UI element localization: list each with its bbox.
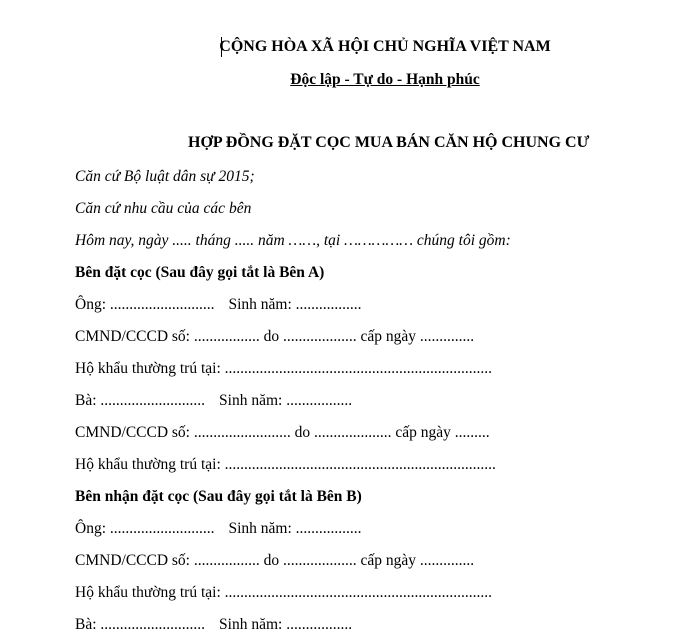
party-b-heading: Bên nhận đặt cọc (Sau đây gọi tắt là Bên B) <box>75 488 362 505</box>
motto-heading: Độc lập - Tự do - Hạnh phúc <box>290 71 480 88</box>
party-b-mrs-name: Bà: ........................... <box>75 616 206 633</box>
party-a-mr-name: Ông: ........................... <box>75 296 215 313</box>
preamble-date-place: Hôm nay, ngày ..... tháng ..... năm ……, tại …………… chúng tôi gồm: <box>75 232 511 249</box>
party-b-id-1: CMND/CCCD số: ................. do ................... cấp ngày .............. <box>75 552 475 569</box>
party-a-address-1: Hộ khẩu thường trú tại: ..................................................................... <box>75 360 492 377</box>
party-a-id-1: CMND/CCCD số: ................. do ................... cấp ngày .............. <box>75 328 475 345</box>
party-b-mr <box>75 519 362 539</box>
party-a-mr-dob: Sinh năm: ................. <box>228 296 362 313</box>
party-b-address-1: Hộ khẩu thường trú tại: ..................................................................... <box>75 584 492 601</box>
preamble-needs: Căn cứ nhu cầu của các bên <box>75 200 252 217</box>
party-a-mrs-dob: Sinh năm: ................. <box>219 392 353 409</box>
party-a-address-2: Hộ khẩu thường trú tại: ...................................................................... <box>75 456 496 473</box>
party-b-mr-dob: Sinh năm: ................. <box>228 520 362 537</box>
party-b-mrs-dob: Sinh năm: ................. <box>219 616 353 633</box>
preamble-law: Căn cứ Bộ luật dân sự 2015; <box>75 168 255 185</box>
party-b-mrs <box>75 615 352 635</box>
document-title: HỢP ĐỒNG ĐẶT CỌC MUA BÁN CĂN HỘ CHUNG CƯ <box>188 134 590 151</box>
country-heading: CỘNG HÒA XÃ HỘI CHỦ NGHĨA VIỆT NAM <box>219 38 551 55</box>
party-a-mrs <box>75 391 352 411</box>
party-b-mr-name: Ông: ........................... <box>75 520 215 537</box>
party-a-mrs-name: Bà: ........................... <box>75 392 206 409</box>
party-a-mr <box>75 295 362 315</box>
party-a-id-2: CMND/CCCD số: ......................... do .................... cấp ngày ......... <box>75 424 490 441</box>
party-a-heading: Bên đặt cọc (Sau đây gọi tắt là Bên A) <box>75 264 325 281</box>
